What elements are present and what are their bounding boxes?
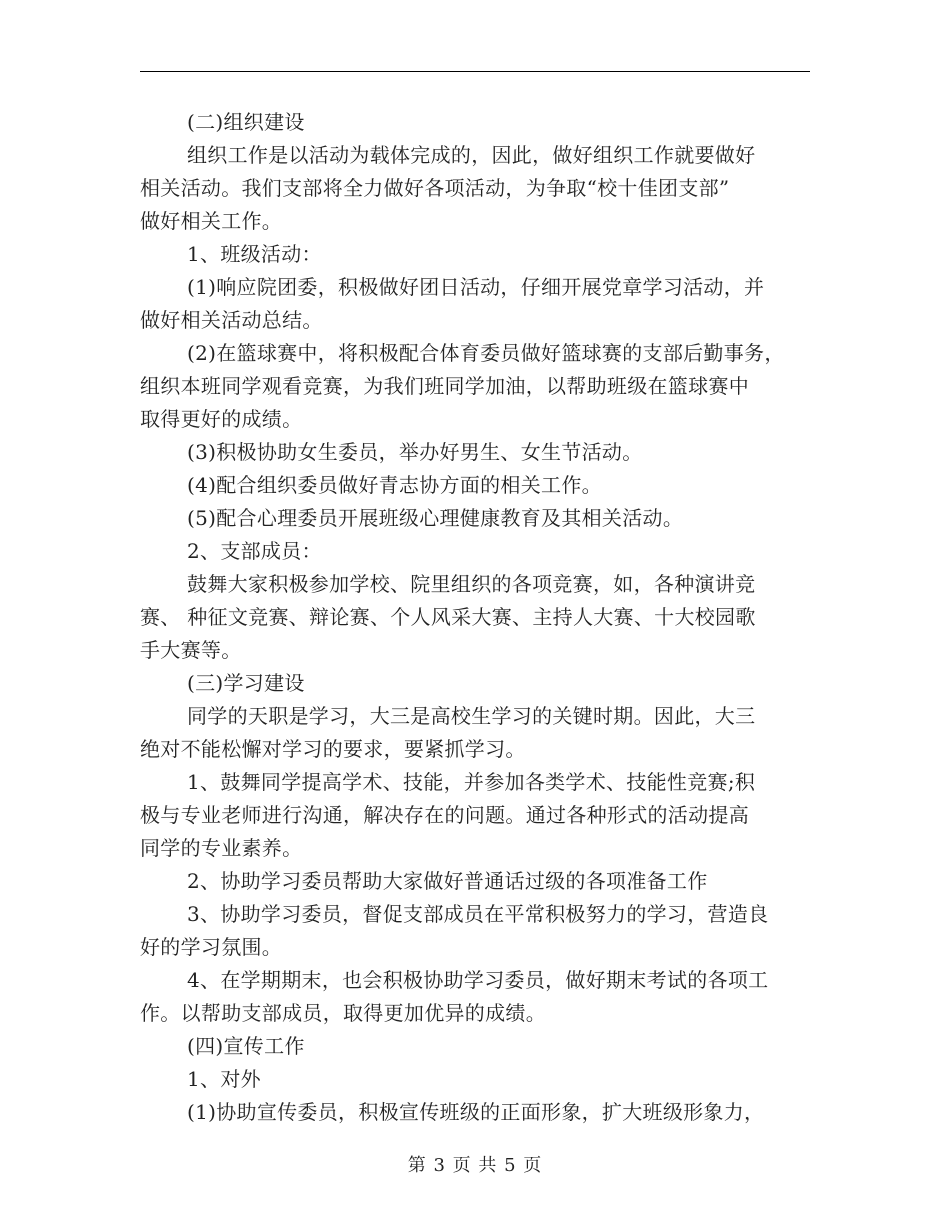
section-heading: (三)学习建设 (187, 671, 305, 695)
paragraph-line: (5)配合心理委员开展班级心理健康教育及其相关活动。 (187, 506, 684, 530)
paragraph-line: 3、协助学习委员，督促支部成员在平常积极努力的学习，营造良 (187, 902, 769, 926)
paragraph-line: 极与专业老师进行沟通，解决存在的问题。通过各种形式的活动提高 (140, 803, 749, 827)
subheading: 2、支部成员： (187, 539, 322, 563)
paragraph-line: 手大赛等。 (140, 638, 242, 662)
paragraph-line: (4)配合组织委员做好青志协方面的相关工作。 (187, 473, 602, 497)
paragraph-line: 组织本班同学观看竞赛，为我们班同学加油，以帮助班级在篮球赛中 (140, 374, 749, 398)
paragraph-line: (1)协助宣传委员，积极宣传班级的正面形象，扩大班级形象力， (187, 1100, 765, 1124)
paragraph-line: (2)在篮球赛中，将积极配合体育委员做好篮球赛的支部后勤事务， (187, 341, 785, 365)
paragraph-line: 做好相关工作。 (140, 209, 283, 233)
paragraph-line: 绝对不能松懈对学习的要求，要紧抓学习。 (140, 737, 526, 761)
paragraph-line: 1、鼓舞同学提高学术、技能，并参加各类学术、技能性竞赛;积 (187, 770, 756, 794)
paragraph-line: 赛、 种征文竞赛、辩论赛、个人风采大赛、主持人大赛、十大校园歌 (140, 605, 756, 629)
subheading: 1、对外 (187, 1067, 261, 1091)
header-rule (140, 71, 810, 72)
section-heading: (四)宣传工作 (187, 1034, 305, 1058)
body-text (140, 106, 810, 1129)
paragraph-line: 同学的专业素养。 (140, 836, 303, 860)
paragraph-line: (3)积极协助女生委员，举办好男生、女生节活动。 (187, 440, 643, 464)
paragraph-line: (1)响应院团委，积极做好团日活动，仔细开展党章学习活动，并 (187, 275, 765, 299)
paragraph-line: 4、在学期期末，也会积极协助学习委员，做好期末考试的各项工 (187, 968, 769, 992)
section-heading: (二)组织建设 (187, 110, 305, 134)
paragraph-line: 好的学习氛围。 (140, 935, 283, 959)
page-footer: 第 3 页 共 5 页 (407, 1155, 543, 1176)
paragraph-line: 做好相关活动总结。 (140, 308, 323, 332)
paragraph-line: 鼓舞大家积极参加学校、院里组织的各项竞赛，如，各种演讲竞 (187, 572, 756, 596)
paragraph-line: 2、协助学习委员帮助大家做好普通话过级的各项准备工作 (187, 869, 708, 893)
paragraph-line: 取得更好的成绩。 (140, 407, 303, 431)
subheading: 1、班级活动： (187, 242, 322, 266)
paragraph-line: 相关活动。我们支部将全力做好各项活动，为争取“校十佳团支部” (140, 176, 730, 200)
paragraph-line: 同学的天职是学习，大三是高校生学习的关键时期。因此，大三 (187, 704, 756, 728)
paragraph-line: 作。以帮助支部成员，取得更加优异的成绩。 (140, 1001, 546, 1025)
paragraph-line: 组织工作是以活动为载体完成的，因此，做好组织工作就要做好 (187, 143, 756, 167)
